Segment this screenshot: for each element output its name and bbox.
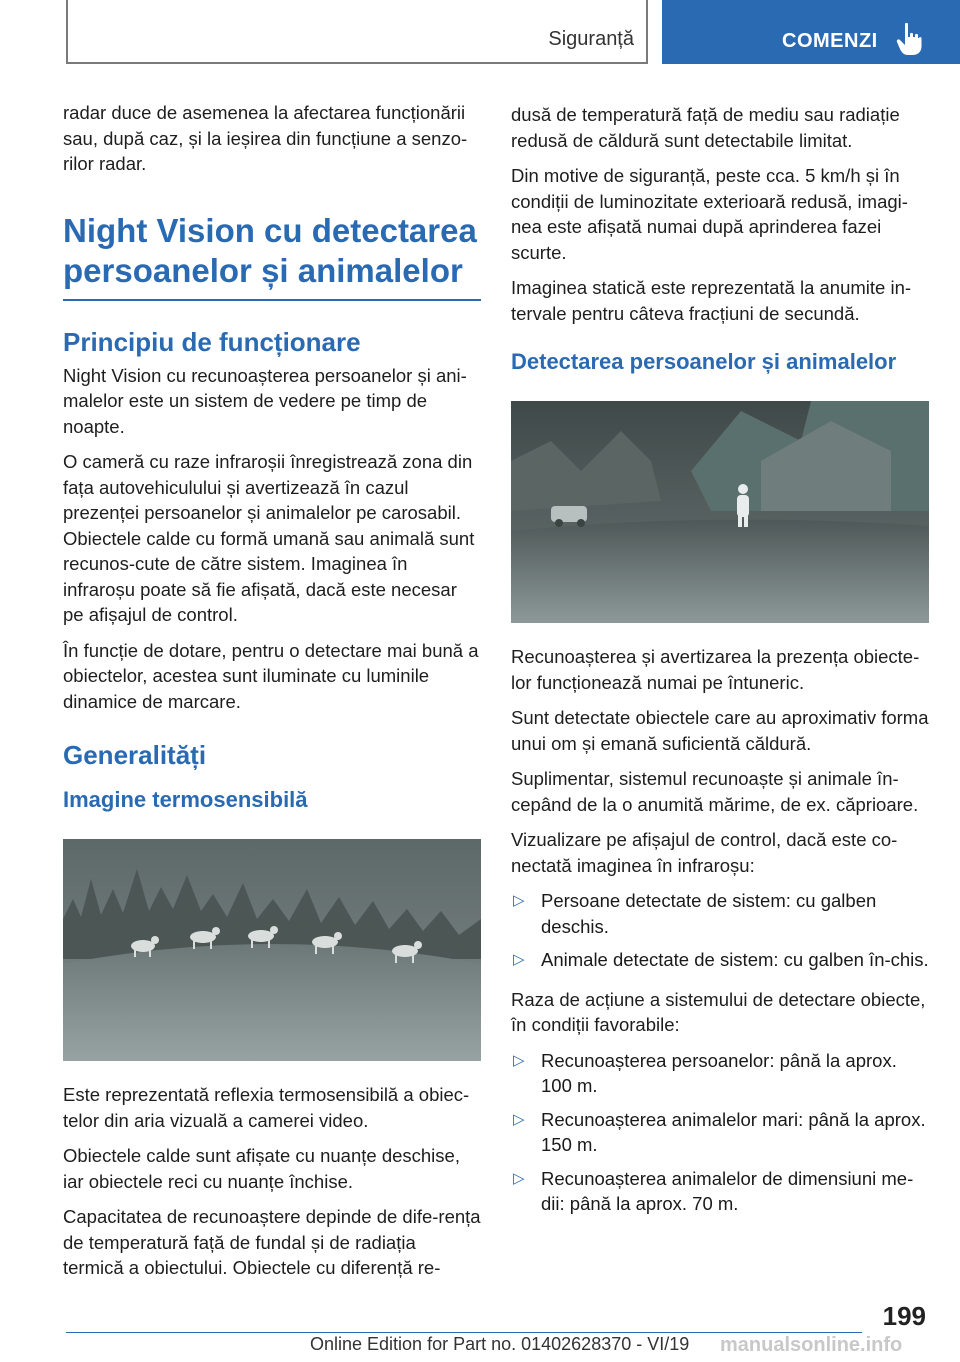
paragraph: radar duce de asemenea la afectarea funcționării sau, după caz, și la ieșirea din funcțiune a senzo-rilor radar. (63, 102, 468, 174)
watermark: manualsonline.info (720, 1334, 903, 1356)
hand-pointer-icon (896, 22, 922, 56)
header-section-tab (66, 0, 648, 64)
triangle-right-icon: ▷ (513, 1169, 525, 1187)
thermal-pedestrian-image (511, 401, 929, 623)
paragraph: Capacitatea de recunoaștere depinde de dife-rența de temperatură față de fundal și de radiația termică a obiectului. Obiectele cu diferență re- (63, 1206, 481, 1278)
paragraph: dusă de temperatură față de mediu sau radiație redusă de căldură sunt detectabile limitat. (511, 104, 900, 151)
paragraph: O cameră cu raze infraroșii înregistrează zona din fața autovehiculului și avertizează în cazul prezenței persoanelor și animalelor pe carosabil. Obiectele calde cu formă umană sau animală sunt recunos-cute de către sistem. Imaginea în infraroșu poate să fie afișată, dacă este necesar pe afișajul de control. (63, 451, 475, 625)
paragraph: Din motive de siguranță, peste cca. 5 km/h și în condiții de luminozitate exterioară redusă, imagi-nea este afișată numai după aprinderea fazei scurte. (511, 165, 908, 263)
footer-edition: Online Edition for Part no. 01402628370 - VI/19 (310, 1334, 690, 1354)
paragraph: Obiectele calde sunt afișate cu nuanțe deschise, iar obiectele reci cu nuanțe închise. (63, 1145, 460, 1192)
thermal-animals-image (63, 839, 481, 1061)
paragraph: Este reprezentată reflexia termosensibilă a obiec-telor din aria vizuală a camerei video. (63, 1084, 470, 1131)
subsection-heading: Imagine termosensibilă (63, 787, 308, 812)
left-column (63, 100, 481, 1291)
triangle-right-icon: ▷ (513, 1110, 525, 1128)
paragraph: Night Vision cu recunoașterea persoanelor și ani-malelor este un sistem de vedere pe timp de noapte. (63, 364, 467, 437)
paragraph: Imaginea statică este reprezentată la anumite in-tervale pentru câteva fracțiuni de secundă. (511, 277, 912, 324)
paragraph: În funcție de dotare, pentru o detectare mai bună a obiectelor, acestea sunt iluminate cu luminile dinamice de marcare. (63, 639, 479, 712)
paragraph: Recunoașterea și avertizarea la prezența obiecte-lor funcționează numai pe întuneric. (511, 646, 920, 693)
display-color-list (511, 888, 929, 973)
list-item: ▷ Persoane detectate de sistem: cu galben deschis. (513, 890, 877, 937)
chapter-heading: Night Vision cu detectarea persoanelor și animalelor (63, 211, 481, 301)
page-number: 199 (882, 1301, 926, 1331)
chapter-title: COMENZI (782, 30, 878, 52)
section-title: Siguranță (548, 28, 634, 50)
triangle-right-icon: ▷ (513, 1051, 525, 1069)
paragraph: Sunt detectate obiectele care au aproximativ forma unui om și emană suficientă căldură. (511, 707, 929, 754)
triangle-right-icon: ▷ (513, 892, 525, 909)
paragraph: Vizualizare pe afișajul de control, dacă este co-nectată imaginea în infraroșu: (511, 829, 898, 876)
paragraph: Raza de acțiune a sistemului de detectare obiecte, în condiții favorabile: (511, 988, 926, 1035)
paragraph: Suplimentar, sistemul recunoaște și animale în-cepând de la o anumită mărime, de ex. căprioare. (511, 768, 919, 815)
subsection-heading: Detectarea persoanelor și animalelor (511, 349, 897, 374)
section-heading: Generalități (63, 740, 207, 770)
section-heading: Principiu de funcționare (63, 326, 361, 357)
triangle-right-icon: ▷ (513, 951, 525, 968)
detection-range-list (511, 1048, 929, 1217)
list-item: ▷ Recunoașterea persoanelor: până la aprox. 100 m. (513, 1049, 897, 1096)
list-item: ▷ Recunoașterea animalelor de dimensiuni me-dii: până la aprox. 70 m. (513, 1167, 914, 1214)
header-chapter-tab (662, 0, 960, 64)
list-item: ▷ Animale detectate de sistem: cu galben în-chis. (511, 947, 929, 973)
list-item: ▷ Recunoașterea animalelor mari: până la aprox. 150 m. (513, 1108, 926, 1155)
footer-divider (66, 1332, 862, 1333)
right-column (511, 102, 929, 1231)
